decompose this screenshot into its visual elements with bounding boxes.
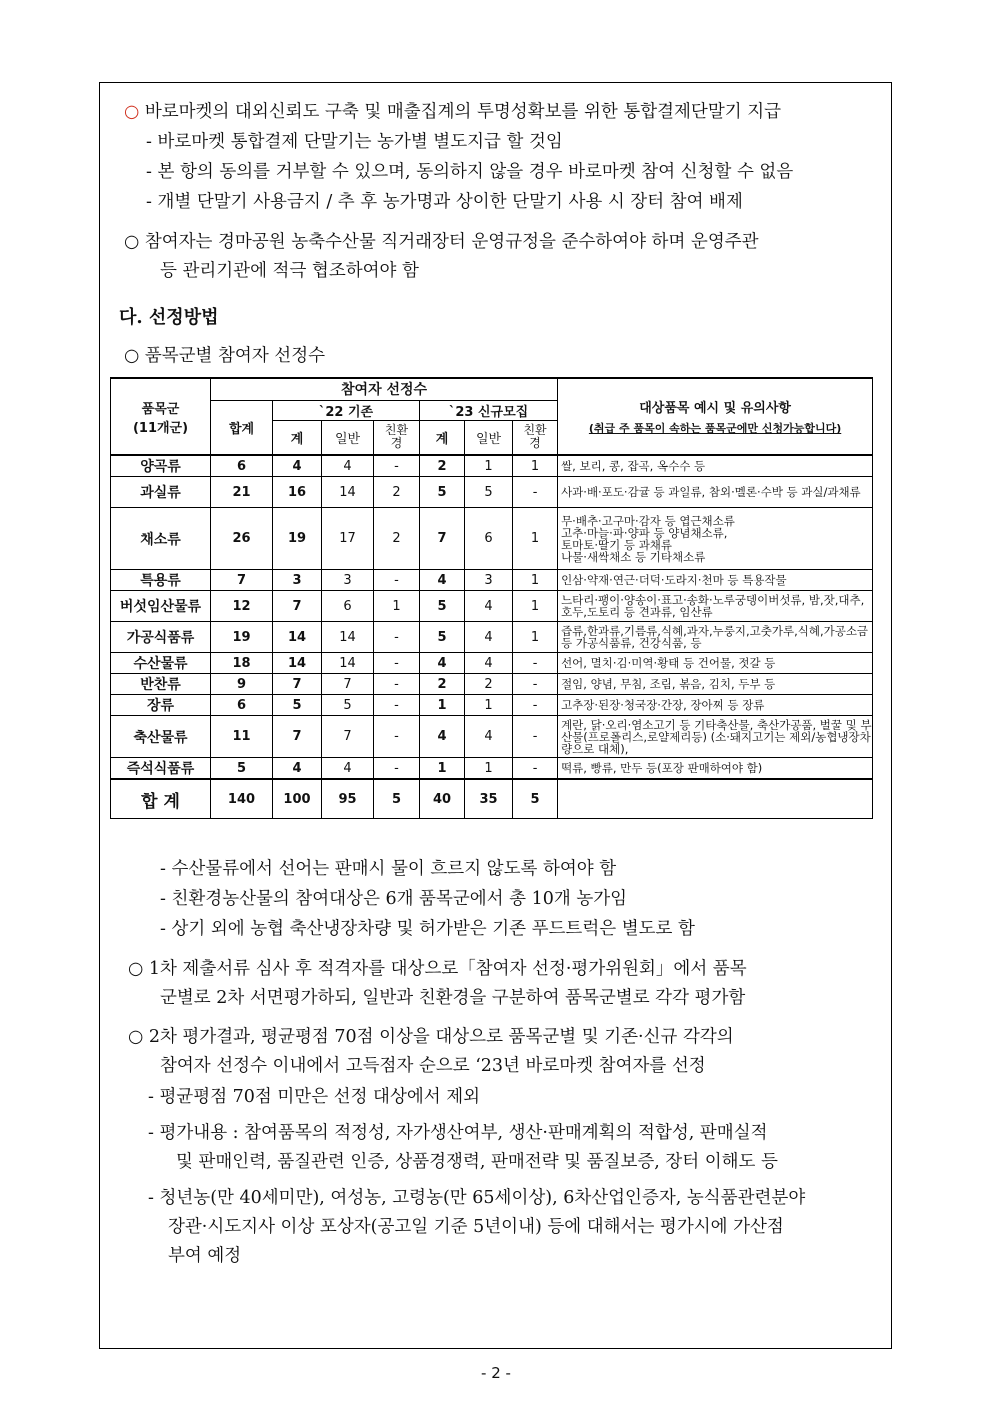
count-cell: 4 <box>420 716 465 758</box>
category-cell: 과실류 <box>111 477 211 508</box>
table-row <box>111 508 873 570</box>
page-number: - 2 - <box>481 1364 511 1382</box>
count-cell: 4 <box>465 591 513 622</box>
count-cell: 19 <box>211 622 273 653</box>
sub-heading: ○ 품목군별 참여자 선정수 <box>124 346 326 366</box>
count-cell: 4 <box>273 758 322 780</box>
count-cell: 19 <box>273 508 322 570</box>
count-cell: 2 <box>465 674 513 695</box>
note-bonus: - 청년농(만 40세미만), 여성농, 고령농(만 65세이상), 6차산업인증자, 농식품관련분야 <box>148 1188 806 1208</box>
category-cell: 장류 <box>111 695 211 716</box>
category-cell: 가공식품류 <box>111 622 211 653</box>
count-cell: 5 <box>322 695 374 716</box>
count-cell: 11 <box>211 716 273 758</box>
header-desc: 대상품목 예시 및 유의사항 (취급 주 품목이 속하는 품목군에만 신청가능합니다) <box>558 378 873 455</box>
count-cell: 4 <box>322 455 374 477</box>
header-eco: 친환경 <box>513 420 558 455</box>
paragraph-first-review: ○ 1차 제출서류 심사 후 적격자를 대상으로「참여자 선정·평가위원회」에서 품목 <box>128 959 747 979</box>
circle-marker: ○ <box>124 102 140 122</box>
count-cell: - <box>374 653 420 674</box>
table-row <box>111 477 873 508</box>
count-cell: 5 <box>420 477 465 508</box>
category-cell: 즉석식품류 <box>111 758 211 780</box>
count-cell: - <box>374 455 420 477</box>
count-cell: 17 <box>322 508 374 570</box>
category-cell: 버섯임산물류 <box>111 591 211 622</box>
description-cell: 느타리·팽이·양송이·표고·송화·노루궁뎅이버섯류, 밤,잣,대추,호두,도토리 등 견과류, 임산류 <box>558 591 873 622</box>
count-cell: - <box>374 695 420 716</box>
paragraph-item: - 본 항의 동의를 거부할 수 있으며, 동의하지 않을 경우 바로마켓 참여 신청할 수 없음 <box>146 162 794 182</box>
category-cell: 특용류 <box>111 570 211 591</box>
paragraph-second-review: ○ 2차 평가결과, 평균평점 70점 이상을 대상으로 품목군별 및 기존·신규 각각의 <box>128 1027 734 1047</box>
count-cell: 3 <box>273 570 322 591</box>
table-row <box>111 716 873 758</box>
header-eco: 친환경 <box>374 420 420 455</box>
header-total: 합계 <box>211 400 273 455</box>
note-truck: - 상기 외에 농협 축산냉장차량 및 허가받은 기존 푸드트럭은 별도로 함 <box>160 919 695 939</box>
header-sub: 계 <box>273 420 322 455</box>
count-cell: 4 <box>273 455 322 477</box>
description-cell: 즙류,한과류,기름류,식혜,과자,누룽지,고춧가루,식혜,가공소금 등 가공식품류, 건강식품, 등 <box>558 622 873 653</box>
table-row <box>111 674 873 695</box>
count-cell: 4 <box>465 716 513 758</box>
category-cell: 반찬류 <box>111 674 211 695</box>
description-cell: 절임, 양념, 무침, 조림, 볶음, 김치, 두부 등 <box>558 674 873 695</box>
count-cell: 1 <box>513 455 558 477</box>
count-cell: 1 <box>513 508 558 570</box>
count-cell: 2 <box>420 674 465 695</box>
note-criteria: - 평가내용 : 참여품목의 적정성, 자가생산여부, 생산·판매계획의 적합성, 판매실적 <box>148 1123 768 1143</box>
count-cell: 1 <box>465 758 513 780</box>
table-row <box>111 622 873 653</box>
paragraph-rules: ○ 참여자는 경마공원 농축수산물 직거래장터 운영규정을 준수하여야 하며 운영주관 <box>124 232 759 252</box>
selection-table <box>110 377 873 819</box>
count-cell: 14 <box>273 622 322 653</box>
table-row <box>111 758 873 780</box>
count-cell: - <box>513 653 558 674</box>
count-cell: 7 <box>211 570 273 591</box>
count-cell: 1 <box>420 758 465 780</box>
paragraph-rules-cont: 등 관리기관에 적극 협조하여야 함 <box>160 261 419 281</box>
count-cell: 2 <box>374 477 420 508</box>
category-cell: 채소류 <box>111 508 211 570</box>
count-cell: 6 <box>465 508 513 570</box>
count-cell: 1 <box>374 591 420 622</box>
sum-label: 합 계 <box>111 779 211 819</box>
count-cell: 6 <box>322 591 374 622</box>
count-cell: 3 <box>322 570 374 591</box>
count-cell: 5 <box>211 758 273 780</box>
count-cell: 12 <box>211 591 273 622</box>
count-cell: 14 <box>322 477 374 508</box>
count-cell: 4 <box>465 653 513 674</box>
note-bonus-cont2: 부여 예정 <box>168 1246 242 1266</box>
count-cell: 5 <box>420 591 465 622</box>
count-cell: 14 <box>273 653 322 674</box>
count-cell: 1 <box>513 591 558 622</box>
count-cell: 5 <box>465 477 513 508</box>
category-cell: 양곡류 <box>111 455 211 477</box>
count-cell: 4 <box>420 653 465 674</box>
header-sub: 계 <box>420 420 465 455</box>
description-cell: 쌀, 보리, 콩, 잡곡, 옥수수 등 <box>558 455 873 477</box>
description-cell: 고추장·된장·청국장·간장, 장아찌 등 장류 <box>558 695 873 716</box>
sum-23-eco: 5 <box>513 779 558 819</box>
sum-23: 40 <box>420 779 465 819</box>
header-group: 품목군 (11개군) <box>111 378 211 455</box>
count-cell: 14 <box>322 653 374 674</box>
count-cell: - <box>513 674 558 695</box>
note-criteria-cont: 및 판매인력, 품질관련 인증, 상품경쟁력, 판매전략 및 품질보증, 장터 이해도 등 <box>176 1152 778 1172</box>
description-cell: 선어, 멸치·김·미역·황태 등 건어물, 젓갈 등 <box>558 653 873 674</box>
count-cell: - <box>513 477 558 508</box>
count-cell: 7 <box>322 716 374 758</box>
count-cell: 3 <box>465 570 513 591</box>
paragraph-terminal: ○ 바로마켓의 대외신뢰도 구축 및 매출집계의 투명성확보를 위한 통합결제단말기 지급 <box>124 102 782 122</box>
count-cell: 5 <box>420 622 465 653</box>
count-cell: 7 <box>273 716 322 758</box>
header-general: 일반 <box>465 420 513 455</box>
header-select: 참여자 선정수 <box>211 378 558 400</box>
section-heading: 다. 선정방법 <box>119 307 219 328</box>
count-cell: - <box>374 674 420 695</box>
paragraph-item: - 바로마켓 통합결제 단말기는 농가별 별도지급 할 것임 <box>146 132 563 152</box>
count-cell: - <box>374 570 420 591</box>
count-cell: 2 <box>374 508 420 570</box>
count-cell: 4 <box>465 622 513 653</box>
paragraph-item: - 개별 단말기 사용금지 / 추 후 농가명과 상이한 단말기 사용 시 장터 참여 배제 <box>146 192 743 212</box>
count-cell: 14 <box>322 622 374 653</box>
note-fish: - 수산물류에서 선어는 판매시 물이 흐르지 않도록 하여야 함 <box>160 859 617 879</box>
header-23: `23 신규모집 <box>420 400 558 420</box>
count-cell: 7 <box>273 674 322 695</box>
count-cell: - <box>374 716 420 758</box>
count-cell: 1 <box>513 622 558 653</box>
table-row <box>111 695 873 716</box>
count-cell: 26 <box>211 508 273 570</box>
description-cell: 사과·배·포도·감귤 등 과일류, 참외·멜론·수박 등 과실/과채류 <box>558 477 873 508</box>
count-cell: 7 <box>322 674 374 695</box>
count-cell: 21 <box>211 477 273 508</box>
count-cell: 9 <box>211 674 273 695</box>
count-cell: 4 <box>420 570 465 591</box>
sum-desc <box>558 779 873 819</box>
count-cell: - <box>513 758 558 780</box>
sum-22: 100 <box>273 779 322 819</box>
sum-22-general: 95 <box>322 779 374 819</box>
note-eco: - 친환경농산물의 참여대상은 6개 품목군에서 총 10개 농가임 <box>160 889 628 909</box>
description-cell: 떡류, 빵류, 만두 등(포장 판매하여야 함) <box>558 758 873 780</box>
table-row <box>111 455 873 477</box>
sum-total: 140 <box>211 779 273 819</box>
category-cell: 축산물류 <box>111 716 211 758</box>
sum-23-general: 35 <box>465 779 513 819</box>
count-cell: - <box>374 758 420 780</box>
description-cell: 계란, 닭·오리·염소고기 등 기타축산물, 축산가공품, 벌꿀 및 부산물(프로폴리스,로얄제리등) (소·돼지고기는 제외/농협냉장차량으로 대체), <box>558 716 873 758</box>
count-cell: 6 <box>211 455 273 477</box>
count-cell: 6 <box>211 695 273 716</box>
count-cell: 2 <box>420 455 465 477</box>
sum-22-eco: 5 <box>374 779 420 819</box>
count-cell: 1 <box>420 695 465 716</box>
note-bonus-cont: 장관·시도지사 이상 포상자(공고일 기준 5년이내) 등에 대해서는 평가시에 가산점 <box>168 1217 784 1237</box>
paragraph-first-review-cont: 군별로 2차 서면평가하되, 일반과 친환경을 구분하여 품목군별로 각각 평가함 <box>160 988 746 1008</box>
table-row <box>111 591 873 622</box>
count-cell: 4 <box>322 758 374 780</box>
note-below-70: - 평균평점 70점 미만은 선정 대상에서 제외 <box>148 1087 481 1107</box>
count-cell: 1 <box>465 695 513 716</box>
table-row <box>111 570 873 591</box>
table-row <box>111 653 873 674</box>
count-cell: - <box>513 695 558 716</box>
description-cell: 무·배추·고구마·감자 등 엽근채소류 고추·마늘·파·양파 등 양념채소류, 토마토·딸기 등 과채류 나물·새싹채소 등 기타채소류 <box>558 508 873 570</box>
count-cell: 7 <box>273 591 322 622</box>
header-22: `22 기존 <box>273 400 420 420</box>
count-cell: 5 <box>273 695 322 716</box>
count-cell: 7 <box>420 508 465 570</box>
count-cell: - <box>513 716 558 758</box>
description-cell: 인삼·약재·연근·더덕·도라지·천마 등 특용작물 <box>558 570 873 591</box>
header-general: 일반 <box>322 420 374 455</box>
count-cell: 18 <box>211 653 273 674</box>
count-cell: 1 <box>513 570 558 591</box>
paragraph-second-review-cont: 참여자 선정수 이내에서 고득점자 순으로 ‘23년 바로마켓 참여자를 선정 <box>160 1056 706 1076</box>
count-cell: 16 <box>273 477 322 508</box>
count-cell: - <box>374 622 420 653</box>
category-cell: 수산물류 <box>111 653 211 674</box>
count-cell: 1 <box>465 455 513 477</box>
